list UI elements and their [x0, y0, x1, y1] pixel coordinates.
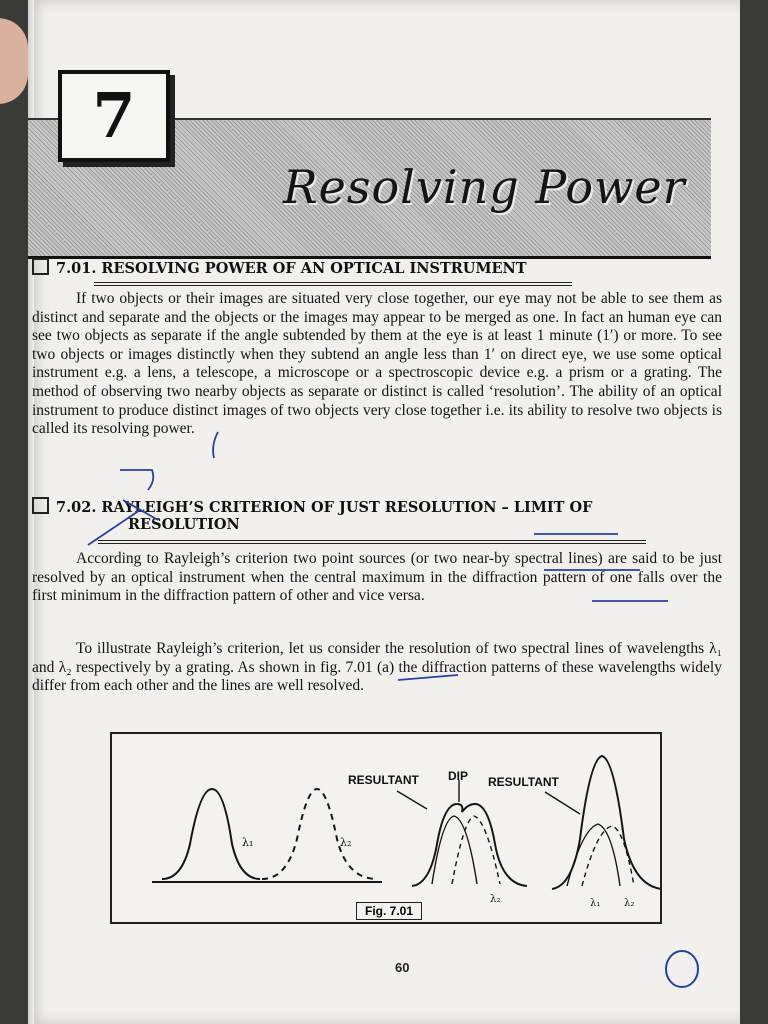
paragraph-illustration: To illustrate Rayleigh’s criterion, let us consider the resolution of two spectral lines of wavelengths λ₁ and λ₂ respectively by a grating. As shown in fig. 7.01 (a) the diffraction patterns of these wavelengths widely differ from each other and the lines are well resolved.: [32, 640, 722, 695]
section-heading-text: 7.02. RAYLEIGH’S CRITERION OF JUST RESOLUTION – LIMIT OF: [56, 499, 593, 516]
figure-caption: Fig. 7.01: [356, 902, 422, 920]
paragraph-resolving-power: If two objects or their images are situated very close together, our eye may not be able to see them as distinct and separate and the objects or the images may appear to be merged as one. In fact an human eye can see two objects as separate if the angle subtended by them at the eye is at least 1 minute (1′) or more. To see two objects or images distinctly when they subtend an angle less than 1′ on direct eye, we use some optical instrument e.g. a lens, a telescope, a microscope or a spectroscopic device e.g. a prism or a grating. The method of observing two nearby objects as separate or distinct is called ‘resolution’. The ability of an optical instrument to produce distinct images of two objects very close together i.e. its ability to resolve two objects is called its resolving power.: [32, 290, 722, 438]
page-number: 60: [395, 960, 410, 975]
chapter-title: Resolving Power: [283, 160, 686, 214]
book-page: [28, 0, 740, 1024]
resultant-left-label: RESULTANT: [348, 773, 419, 787]
chapter-number-box: [58, 70, 170, 162]
lambda1-label: λ₁: [242, 836, 254, 849]
chapter-number: 7: [92, 79, 136, 152]
paragraph-rayleigh-criterion: According to Rayleigh’s criterion two point sources (or two near-by spectral lines) are said to be just resolved by an optical instrument when the central maximum in the diffraction pattern of one falls over the first minimum in the diffraction pattern of other and vice versa.: [32, 550, 722, 605]
lambda2-merged-label: λ₂: [624, 898, 635, 909]
section-heading-text: 7.01. RESOLVING POWER OF AN OPTICAL INSTRUMENT: [56, 260, 527, 277]
lambda1-merged-label: λ₁: [590, 898, 601, 909]
dip-label: DIP: [448, 769, 469, 783]
resultant-right-label: RESULTANT: [488, 775, 559, 789]
thumb: [0, 18, 28, 104]
lambda2-dip-label: λ₂: [490, 894, 501, 905]
lambda2-label: λ₂: [340, 836, 352, 849]
section-heading-702-line2: RESOLUTION: [128, 516, 240, 533]
